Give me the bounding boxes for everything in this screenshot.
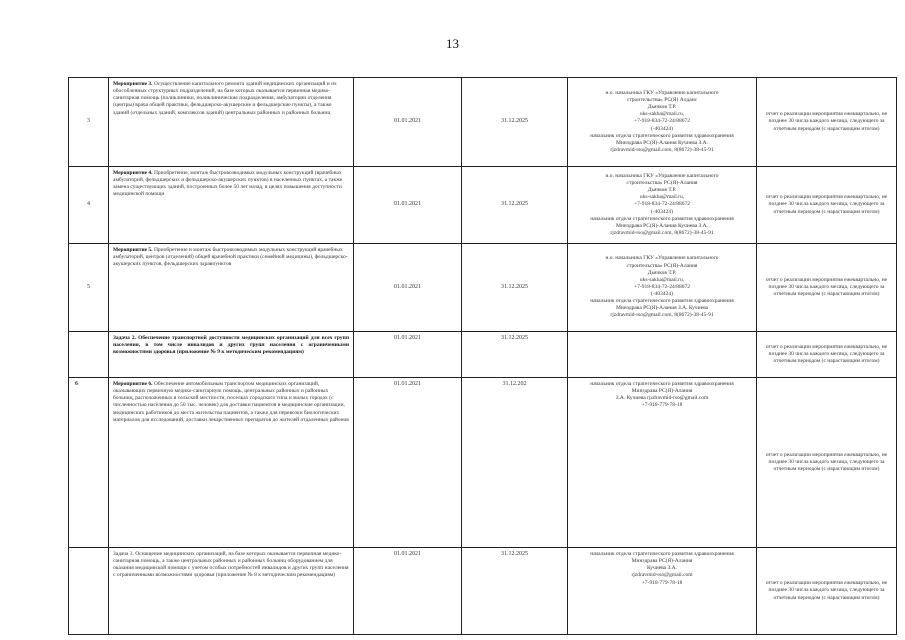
report-requirement: отчет о реализации мероприятия ежеквартально, не позднее 30 числа каждого месяца, следующего за отчетным периодом (с нарастающим итогом) <box>757 548 897 635</box>
contact-line: rjzdravmid-rso@gmail.com, 8(8672)-38-45-91 <box>610 146 714 153</box>
end-date: 31.12.2025 <box>462 332 568 378</box>
page-number: 13 <box>446 36 459 51</box>
contact-line: начальник отдела стратегического развития здравоохранения <box>590 298 734 305</box>
end-date: 31.12.2025 <box>462 167 568 244</box>
contact-line: З.А. Кучиева rjzdravmid-rso@gmail.com <box>615 395 709 402</box>
table-row <box>69 244 897 332</box>
contact-line: +7-918-834-72-24/88672 <box>634 283 690 290</box>
contact-line: rjzdravmid-rso@gmail.com, 8(8672)-38-45-91 <box>610 229 714 236</box>
report-requirement: отчет о реализации мероприятия ежеквартально, не позднее 30 числа каждого месяца, следующего за отчетным периодом (с нарастающим итогом) <box>757 378 897 548</box>
table-row <box>69 378 897 548</box>
end-date: 31.12.2025 <box>462 244 568 332</box>
contact-line: и.о. начальника ГКУ «Управление капитального <box>605 89 719 96</box>
measure-label: Мероприятие 5. <box>113 247 153 253</box>
start-date: 01.01.2021 <box>354 332 462 378</box>
responsible-contact <box>568 244 757 332</box>
contact-line: и.о. начальника ГКУ «Управление капитального <box>605 255 719 262</box>
responsible-contact <box>568 167 757 244</box>
task-description: Задача 3. Оснащение медицинских организаций, на базе которых оказывается первичная медико-санитарная помощь, а также центральных районных и районных больниц оборудованием для оказания медицинской помощи с учетом особых потребностей инвалидов и других групп населения с ограниченными возможностями здоровья (приложение № 8 к методическим рекомендациям) <box>109 548 354 635</box>
row-number: 5 <box>69 244 109 332</box>
contact-line: (-403424) <box>651 208 673 215</box>
table-row <box>69 332 897 378</box>
table-row <box>69 548 897 635</box>
contact-line: Минздрава РС(Я)-Алания З.А. Кучиева <box>615 305 709 312</box>
report-requirement: отчет о реализации мероприятия ежеквартально, не позднее 30 числа каждого месяца, следующего за отчетным периодом (с нарастающим итогом) <box>757 78 897 167</box>
responsible-contact <box>568 78 757 167</box>
end-date: 31.12.2025 <box>462 78 568 167</box>
contact-line: Дьячков Т.Р. <box>647 187 677 194</box>
start-date: 01.01.2021 <box>354 78 462 167</box>
measure-label: Мероприятие 4. <box>113 170 153 176</box>
contact-line: +7-918-834-72-24/88672 <box>634 118 690 125</box>
report-requirement: отчет о реализации мероприятия ежеквартально, не позднее 30 числа каждого месяца, следующего за отчетным периодом (с нарастающим итогом) <box>757 244 897 332</box>
contact-line: начальник отдела стратегического развития здравоохранения <box>590 215 734 222</box>
measure-description <box>109 378 354 548</box>
contact-line: начальник отдела стратегического развития здравоохранения <box>590 132 734 139</box>
responsible-contact <box>568 332 757 378</box>
measure-text: Приобретение, монтаж быстровозводимых модульных конструкций (врачебных амбулаторий, фельдшерских и фельдшерско-акушерских пунктов) в населенных пунктах, а также замена существующих зданий, построенных более 50 лет назад, в целях повышения доступности медицинской помощи <box>113 170 343 198</box>
measure-label: Мероприятие 6. <box>113 381 153 387</box>
measures-table <box>68 77 897 635</box>
contact-line: +7-918-779-78-18 <box>641 579 683 586</box>
start-date: 01.01.2021 <box>354 244 462 332</box>
contact-line: uks-sakha@mail.ru, <box>639 276 685 283</box>
measure-description <box>109 78 354 167</box>
contact-line: Минздрава РС(Я)-Алания <box>631 558 693 565</box>
contact-line: Минздрава РС(Я)-Алания <box>631 388 693 395</box>
start-date: 01.01.2021 <box>354 378 462 548</box>
contact-line: rjzdravmid-rso@gmail.com <box>631 572 693 579</box>
measure-label: Мероприятие 3. <box>113 81 153 87</box>
row-number: 3 <box>69 78 109 167</box>
responsible-contact <box>568 548 757 635</box>
measure-text: Обеспечение автомобильным транспортом медицинских организаций, оказывающих первичную медико-санитарную помощь, центральных районных и районных больниц, расположенных в сельской местности, поселках городского типа и малых городах (с численностью населения до 50 тыс. человек) для доставки пациентов в медицинские организации, медицинских работников до места жительства пациентов, а также для перевозки биологических материалов для исследований, доставки лекарственных препаратов до жителей отдаленных районов <box>113 381 349 423</box>
contact-line: rjzdravmid-rso@gmail.com, 8(8672)-38-45-91 <box>610 312 714 319</box>
row-number <box>69 548 109 635</box>
end-date: 31.12.202 <box>462 378 568 548</box>
contact-line: Минздрава РС(Я)-Алания Кучиева З.А. <box>615 222 709 229</box>
measure-description <box>109 167 354 244</box>
table-row <box>69 78 897 167</box>
contact-line: Минздрава РС(Я)-Алания Кучиева З.А. <box>615 139 709 146</box>
measure-description <box>109 244 354 332</box>
contact-line: начальник отдела стратегического развития здравоохранения <box>590 551 734 557</box>
task-description: Задача 2. Обеспечение транспортной доступности медицинских организаций для всех групп населения, в том числе инвалидов и других групп населения с ограниченными возможностями здоровья (приложение № 9 к методическим рекомендациям) <box>109 332 354 378</box>
contact-line: строительства» РС(Я) Алданс <box>626 97 698 103</box>
row-number: 4 <box>69 167 109 244</box>
contact-line: начальник отдела стратегического развития здравоохранения <box>590 381 734 387</box>
contact-line: +7-918-834-72-24/88672 <box>634 201 690 208</box>
contact-line: uks-sakha@mail.ru, <box>639 194 685 201</box>
contact-line: Кучиева З.А. <box>647 565 677 572</box>
measure-text: Осуществление капитального ремонта зданий медицинских организаций и их обособленных структурных подразделений, на базе которых оказывается первичная медико-санитарная помощь (поликлиники, поликлинические подразделения, амбулатории отделения (центры) врача общей практики, фельдшерско-акушерские и фельдшерские пункты), а также зданий (отдельных зданий, комплексов зданий) центральных районных и районных больниц <box>113 81 337 116</box>
contact-line: (-403424) <box>651 125 673 132</box>
contact-line: uks-sakha@mail.ru, <box>639 111 685 118</box>
start-date: 01.01.2021 <box>354 548 462 635</box>
report-requirement: отчет о реализации мероприятия ежеквартально, не позднее 30 числа каждого месяца, следующего за отчетным периодом (с нарастающим итогом) <box>757 332 897 378</box>
contact-line: строительства» РС(Я)-Алания <box>626 180 698 186</box>
measure-text: Приобретение и монтаж быстровозводимых модульных конструкций врачебных амбулаторий, центров (отделений) общей врачебной практики (семейной медицины), фельдшерско-акушерских пунктов, фельдшерских здравпунктов <box>113 247 348 268</box>
report-requirement: отчет о реализации мероприятия ежеквартально, не позднее 30 числа каждого месяца, следующего за отчетным периодом (с нарастающим итогом) <box>757 167 897 244</box>
start-date: 01.01.2021 <box>354 167 462 244</box>
contact-line: (-403424) <box>651 291 673 298</box>
contact-line: и.о. начальника ГКУ «Управление капитального <box>605 172 719 179</box>
end-date: 31.12.2025 <box>462 548 568 635</box>
contact-line: +7-918-779-78-18 <box>641 402 683 409</box>
contact-line: Дьячков Т.Р. <box>647 269 677 276</box>
row-number <box>69 332 109 378</box>
contact-line: строительства» РС(Я)-Алания <box>626 262 698 269</box>
responsible-contact <box>568 378 757 548</box>
row-number: 6 <box>69 378 109 548</box>
table-row <box>69 167 897 244</box>
contact-line: Дьячков Т.Р. <box>647 104 677 111</box>
